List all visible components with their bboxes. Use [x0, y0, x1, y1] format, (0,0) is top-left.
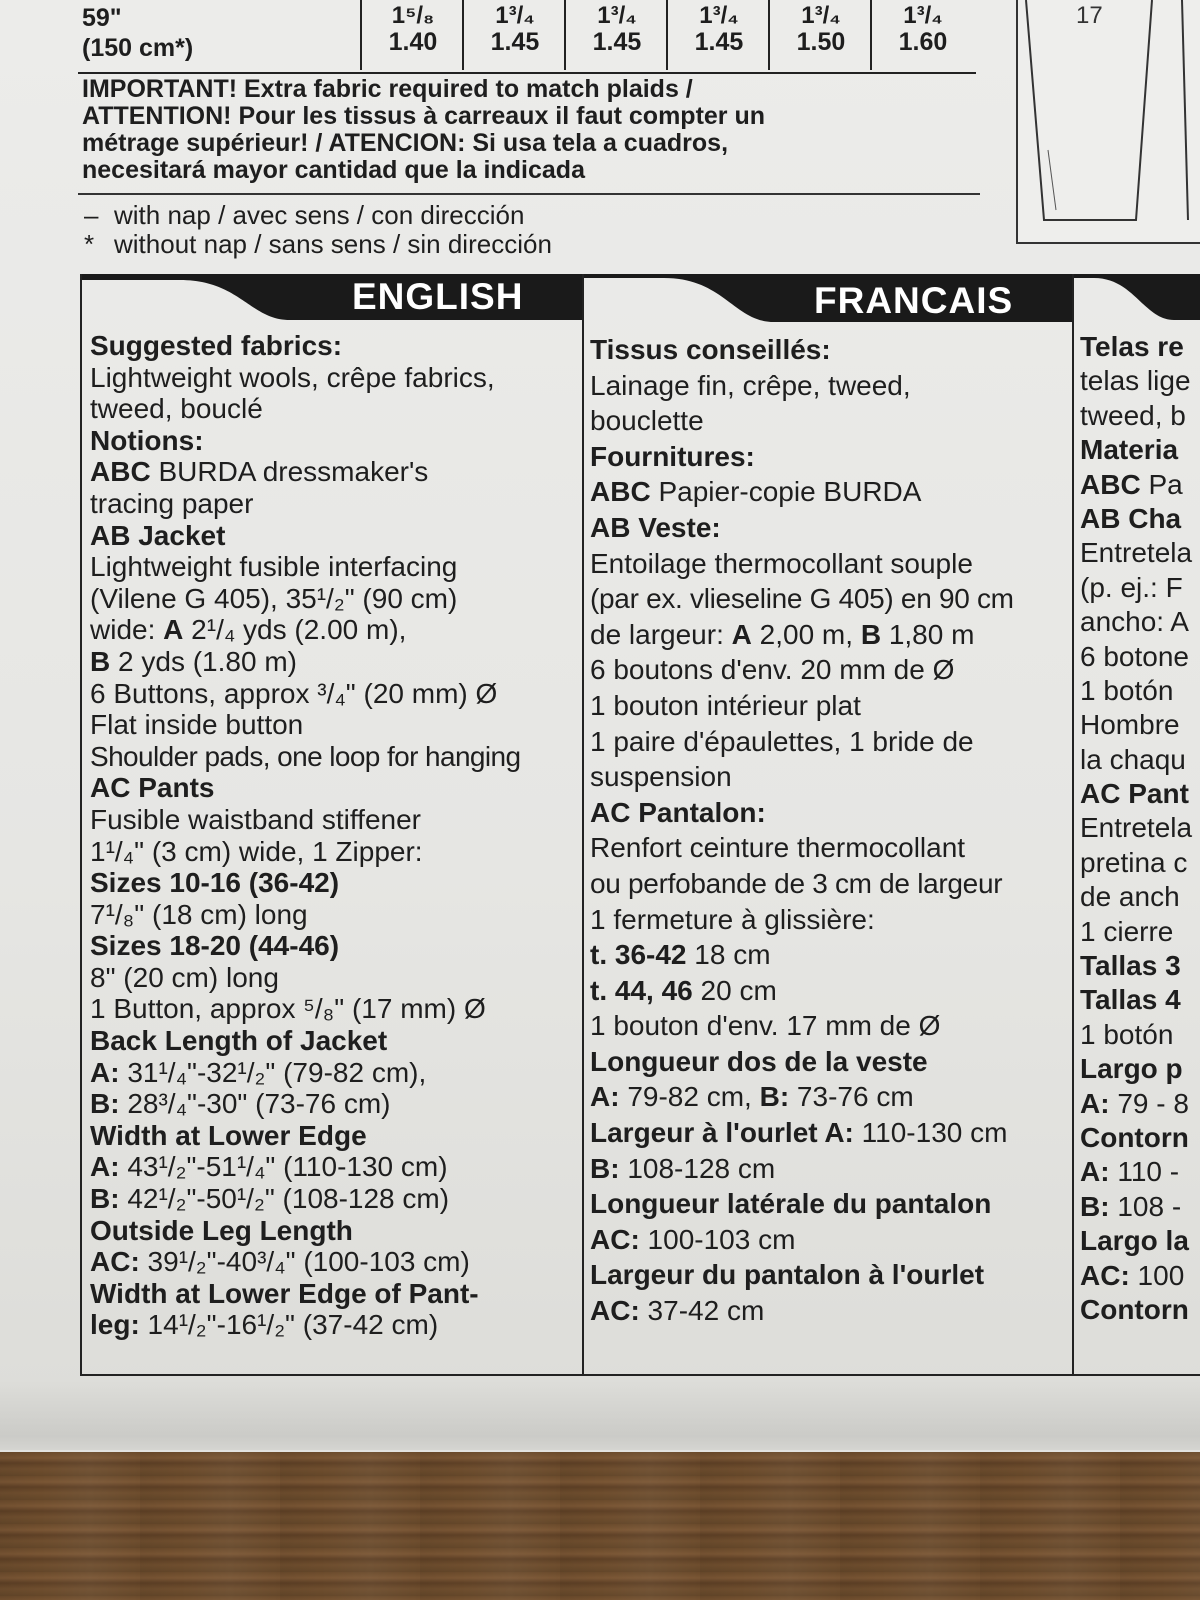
- pants-label: AC Pants: [90, 772, 215, 804]
- suggested-label: Tissus conseillés:: [590, 334, 831, 365]
- text-line: 6 Buttons, approx ³/₄" (20 mm) Ø: [90, 677, 498, 709]
- text: 110 -: [1109, 1156, 1180, 1188]
- yardage-yd: 1³/₄: [903, 2, 943, 29]
- text: 39¹/₂"-40³/₄" (100-103 cm): [139, 1246, 470, 1278]
- paper-shadow: [0, 1380, 1200, 1460]
- important-notice: [82, 76, 982, 184]
- text-line: ancho: A: [1080, 606, 1189, 638]
- text-line: 1 botón: [1080, 1018, 1174, 1050]
- key: A:: [1080, 1087, 1110, 1119]
- pants-piece-drawing: [1018, 0, 1200, 242]
- row-label-width-cm: (150 cm*): [82, 34, 194, 62]
- code: A: [163, 614, 184, 646]
- text-line: 1 botón: [1080, 674, 1174, 706]
- text-line: la chaqu: [1080, 743, 1186, 775]
- text-line: Entoilage thermocollant souple: [590, 547, 973, 579]
- with-nap-text: with nap / avec sens / con dirección: [114, 200, 525, 230]
- notice-line: ATTENTION! Pour les tissus à carreaux il faut compter un: [82, 102, 766, 130]
- text: Telas re: [1080, 331, 1184, 362]
- yardage-yd: 1³/₄: [597, 2, 637, 29]
- yardage-m: 1.45: [694, 28, 744, 56]
- text-line: Hombre: [1080, 709, 1180, 741]
- text: 42¹/₂"-50¹/₂" (108-128 cm): [119, 1183, 450, 1215]
- yardage-m: 1.45: [592, 28, 642, 56]
- text: 79-82 cm,: [619, 1081, 760, 1113]
- key: leg:: [90, 1309, 140, 1341]
- notions-label: Fournitures:: [590, 440, 755, 472]
- english-title: ENGLISH: [352, 276, 524, 317]
- notions-label: Notions:: [90, 424, 204, 456]
- text: Materia: [1080, 434, 1179, 466]
- key: AC:: [90, 1246, 140, 1278]
- text-line: tweed, b: [1080, 399, 1186, 431]
- width-label: Width at Lower Edge: [90, 1119, 367, 1151]
- yardage-cell: [462, 0, 566, 70]
- text: Tallas 4: [1080, 984, 1181, 1016]
- text-line: 1 bouton intérieur plat: [590, 689, 861, 721]
- text: 110-130 cm: [853, 1117, 1008, 1149]
- width-label: Largeur à l'ourlet A:: [590, 1117, 854, 1149]
- text-line: (p. ej.: F: [1080, 571, 1183, 603]
- key: B:: [90, 1183, 120, 1215]
- notice-line: necesitará mayor cantidad que la indicada: [82, 156, 585, 184]
- text-line: tweed, bouclé: [90, 393, 263, 425]
- text-line: 7¹/₈" (18 cm) long: [90, 898, 308, 930]
- code: B: [860, 618, 882, 650]
- text-line: Lainage fin, crêpe, tweed,: [590, 369, 911, 401]
- code: ABC: [1080, 468, 1141, 500]
- yardage-yd: 1³/₄: [801, 2, 841, 29]
- code: ABC: [590, 476, 651, 508]
- suggested-label: Suggested fabrics:: [90, 330, 343, 361]
- text-line: Fusible waistband stiffener: [90, 803, 421, 835]
- espanol-column: [1072, 274, 1200, 1376]
- text: Contorn: [1080, 1121, 1189, 1153]
- text-line: 6 botone: [1080, 640, 1189, 672]
- text-line: Flat inside button: [90, 709, 304, 741]
- text: wide:: [90, 614, 164, 646]
- text: 20 cm: [692, 974, 777, 1006]
- text: 43¹/₂"-51¹/₄" (110-130 cm): [119, 1151, 448, 1183]
- text: Largo la: [1080, 1225, 1189, 1257]
- text: 100-103 cm: [639, 1223, 796, 1255]
- yardage-m: 1.60: [898, 28, 948, 56]
- yardage-cell: [360, 0, 464, 70]
- wood-grain: [0, 1452, 1200, 1600]
- yardage-yd: 1⁵/₈: [391, 2, 435, 29]
- leg-length-label: Outside Leg Length: [90, 1214, 353, 1246]
- text-line: 6 boutons d'env. 20 mm de Ø: [590, 654, 955, 686]
- sizes-label: Sizes 10-16 (36-42): [90, 867, 340, 899]
- text-line: 1 bouton d'env. 17 mm de Ø: [590, 1010, 941, 1042]
- yardage-cell: [666, 0, 770, 70]
- text-line: Entretela: [1080, 537, 1193, 569]
- text: 1,80 m: [881, 618, 975, 650]
- frame-left-rule: [80, 274, 82, 1376]
- text-line: Entretela: [1080, 812, 1193, 844]
- english-header: [80, 274, 582, 326]
- francais-column: [582, 274, 1074, 1376]
- jacket-label: AB Veste:: [590, 511, 721, 543]
- text-line: (par ex. vlieseline G 405) en 90 cm: [590, 583, 1014, 615]
- pantleg-label: Largeur du pantalon à l'ourlet: [590, 1259, 985, 1291]
- pattern-piece-illustration: [1016, 0, 1200, 244]
- text-line: 1 paire d'épaulettes, 1 bride de: [590, 725, 974, 757]
- key: A:: [590, 1081, 620, 1113]
- text: Tallas 3: [1080, 950, 1181, 982]
- text-line: ou perfobande de 3 cm de largeur: [590, 867, 1003, 899]
- row-label-width: 59": [82, 4, 122, 32]
- table-rule: [78, 72, 976, 74]
- sizes-label: Sizes 18-20 (44-46): [90, 930, 340, 962]
- text: Pa: [1140, 468, 1183, 500]
- code: A: [731, 618, 752, 650]
- text-line: Lightweight fusible interfacing: [90, 551, 458, 583]
- yardage-m: 1.45: [490, 28, 540, 56]
- pattern-piece-number: 17: [1076, 2, 1103, 29]
- code: B: [90, 645, 111, 677]
- header-band: [1074, 274, 1200, 326]
- back-length-label: Longueur dos de la veste: [590, 1045, 928, 1077]
- notice-line: IMPORTANT! Extra fabric required to match plaids /: [82, 75, 693, 103]
- key: AC:: [590, 1223, 640, 1255]
- sizes-label: t. 44, 46: [590, 974, 693, 1006]
- key: B:: [90, 1088, 120, 1120]
- text: 37-42 cm: [639, 1295, 765, 1327]
- text-line: Lightweight wools, crêpe fabrics,: [90, 361, 495, 393]
- francais-header: [584, 274, 1074, 326]
- without-nap-text: without nap / sans sens / sin dirección: [114, 229, 552, 259]
- francais-body: [590, 332, 1014, 1329]
- text-line: 1¹/₄" (3 cm) wide, 1 Zipper:: [90, 835, 423, 867]
- text: Papier-copie BURDA: [650, 476, 922, 508]
- text-line: pretina c: [1080, 846, 1188, 878]
- text: 2¹/₄ yds (2.00 m),: [183, 614, 407, 646]
- text-line: suspension: [590, 761, 732, 793]
- text: AB Cha: [1080, 502, 1182, 534]
- yardage-cell: [768, 0, 872, 70]
- key: AC:: [1080, 1259, 1130, 1291]
- text: 108 -: [1109, 1190, 1182, 1222]
- text-line: Shoulder pads, one loop for hanging: [90, 740, 521, 772]
- text: 18 cm: [686, 939, 771, 971]
- text: 14¹/₂"-16¹/₂" (37-42 cm): [139, 1309, 439, 1341]
- text-line: Renfort ceinture thermocollant: [590, 832, 966, 864]
- without-nap-legend: [84, 229, 552, 260]
- text: 31¹/₄"-32¹/₂" (79-82 cm),: [119, 1056, 427, 1088]
- text-line: telas lige: [1080, 365, 1191, 397]
- text: Contorn: [1080, 1293, 1189, 1325]
- key: A:: [1080, 1156, 1110, 1188]
- key: B:: [759, 1081, 790, 1113]
- francais-title: FRANCAIS: [814, 280, 1014, 321]
- english-column: [80, 274, 582, 1376]
- text: Largo p: [1080, 1053, 1183, 1085]
- pants-label: AC Pantalon:: [590, 796, 766, 828]
- text: 79 - 8: [1109, 1087, 1189, 1119]
- notice-line: métrage supérieur! / ATENCION: Si usa tela a cuadros,: [82, 129, 729, 157]
- leg-length-label: Longueur latérale du pantalon: [590, 1188, 992, 1220]
- text: 2,00 m,: [751, 618, 861, 650]
- text: 73-76 cm: [789, 1081, 914, 1113]
- text-line: de anch: [1080, 881, 1180, 913]
- yardage-m: 1.50: [796, 28, 846, 56]
- text-line: 8" (20 cm) long: [90, 961, 279, 993]
- text: BURDA dressmaker's: [150, 456, 429, 488]
- with-nap-symbol: –: [84, 200, 99, 230]
- text-line: (Vilene G 405), 35¹/₂" (90 cm): [90, 582, 458, 614]
- frame-bottom-rule: [80, 1374, 1200, 1376]
- sizes-label: t. 36-42: [590, 939, 687, 971]
- yardage-yd: 1³/₄: [495, 2, 535, 29]
- text: 108-128 cm: [619, 1152, 776, 1184]
- text: AC Pant: [1080, 778, 1189, 810]
- key: B:: [590, 1152, 620, 1184]
- text: 28³/₄"-30" (73-76 cm): [119, 1088, 391, 1120]
- yardage-yd: 1³/₄: [699, 2, 739, 29]
- text: de largeur:: [590, 618, 732, 650]
- text-line: 1 cierre: [1080, 915, 1174, 947]
- key: AC:: [590, 1295, 640, 1327]
- english-body: [90, 330, 520, 1341]
- back-length-label: Back Length of Jacket: [90, 1025, 388, 1057]
- pantleg-label: Width at Lower Edge of Pant-: [90, 1277, 479, 1309]
- yardage-cell: [870, 0, 974, 70]
- yardage-cell: [564, 0, 668, 70]
- text-line: 1 Button, approx ⁵/₈" (17 mm) Ø: [90, 993, 486, 1025]
- text-line: bouclette: [590, 405, 704, 437]
- key: A:: [90, 1151, 120, 1183]
- text-line: 1 fermeture à glissière:: [590, 903, 875, 935]
- key: B:: [1080, 1190, 1110, 1222]
- text: 100: [1129, 1259, 1185, 1291]
- with-nap-legend: [84, 200, 524, 231]
- notice-rule: [78, 193, 980, 195]
- yardage-m: 1.40: [388, 28, 438, 56]
- yardage-table: [78, 0, 978, 72]
- espanol-body: [1080, 330, 1192, 1327]
- text-line: tracing paper: [90, 487, 254, 519]
- jacket-label: AB Jacket: [90, 519, 226, 551]
- key: A:: [90, 1056, 120, 1088]
- code: ABC: [90, 456, 151, 488]
- espanol-header: [1074, 274, 1200, 326]
- text: 2 yds (1.80 m): [110, 645, 297, 677]
- without-nap-symbol: *: [84, 229, 95, 259]
